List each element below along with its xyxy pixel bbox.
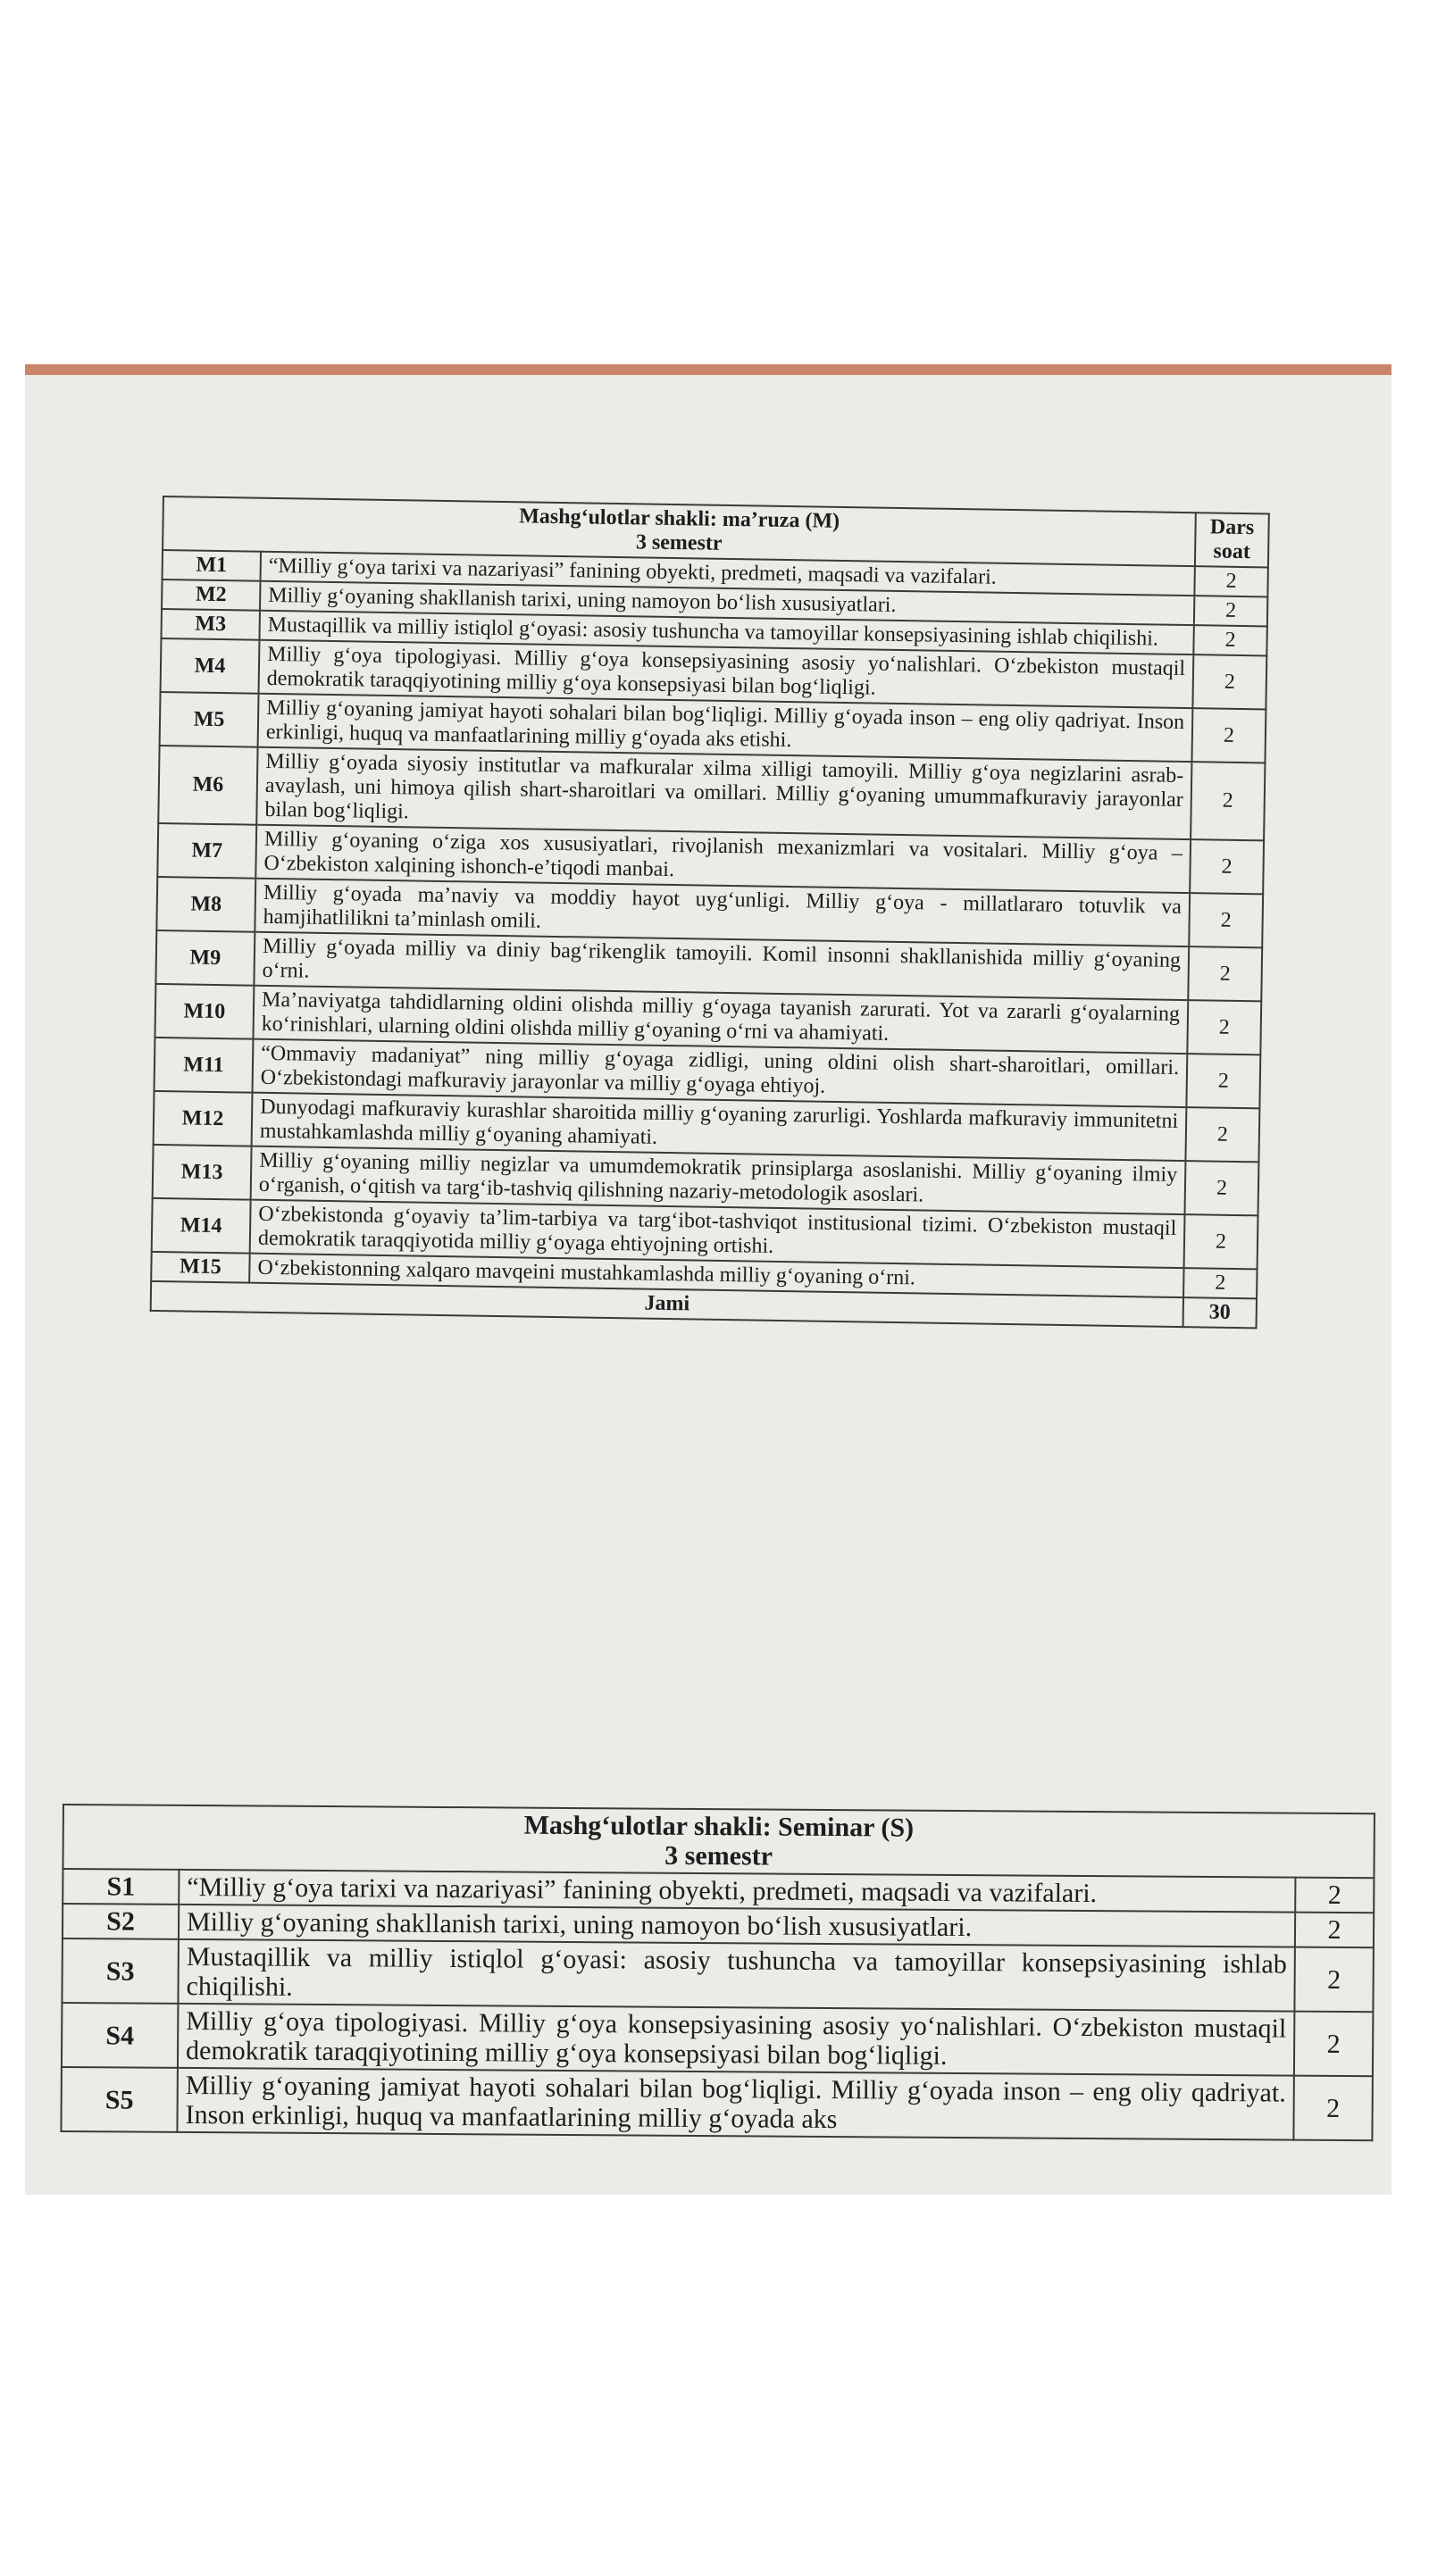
topic-text: Milliy g‘oyaning shakllanish tarixi, uning namoyon bo‘lish xususiyatlari. (179, 1905, 1295, 1947)
topic-code: M7 (157, 823, 256, 879)
topic-text: Mustaqillik va milliy istiqlol g‘oyasi: asosiy tushuncha va tamoyillar konsepsiyasining ishlab chiqilishi. (259, 611, 1193, 654)
topic-code: M13 (153, 1145, 252, 1200)
topic-hours: 2 (1295, 1913, 1374, 1948)
topic-code: S5 (61, 2067, 177, 2132)
topic-text: “Milliy g‘oya tarixi va nazariyasi” fanining obyekti, predmeti, maqsadi va vazifalari. (179, 1870, 1295, 1913)
topic-code: M15 (151, 1252, 250, 1283)
topic-hours: 2 (1192, 654, 1266, 709)
topic-text: “Milliy g‘oya tarixi va nazariyasi” fanining obyekti, predmeti, maqsadi va vazifalari. (261, 552, 1195, 596)
topic-hours: 2 (1187, 1000, 1261, 1055)
topic-text: Milliy g‘oyaning shakllanish tarixi, uning namoyon bo‘lish xususiyatlari. (260, 581, 1194, 625)
topic-text: Milliy g‘oya tipologiyasi. Milliy g‘oya konsepsiyasining asosiy yo‘nalishlari. O‘zbekiston mustaqil demokratik taraqqiyotining milliy g‘oya konsepsiyasi bilan bog‘liqligi. (259, 640, 1194, 708)
topic-hours: 2 (1190, 839, 1264, 894)
hours-header: Dars soat (1195, 513, 1269, 567)
topic-hours: 2 (1183, 1268, 1258, 1298)
topic-code: M10 (155, 984, 254, 1039)
topic-hours: 2 (1185, 1107, 1259, 1162)
topic-hours: 2 (1193, 625, 1267, 655)
lecture-title: Mashg‘ulotlar shakli: ma’ruza (M) (519, 504, 840, 533)
total-hours: 30 (1183, 1297, 1258, 1328)
topic-hours: 2 (1295, 1878, 1374, 1913)
table-row (62, 1938, 1373, 2012)
seminar-title-cell (63, 1805, 1374, 1878)
topic-hours: 2 (1188, 946, 1262, 1001)
topic-text: O‘zbekistonda g‘oyaviy ta’lim-tarbiya va targ‘ibot-tashviqot institusional tizimi. O‘zbekiston mustaqil demokratik taraqqiyotida milliy g‘oyaga ehtiyojning ortishi. (250, 1200, 1185, 1268)
topic-hours: 2 (1189, 893, 1263, 947)
topic-code: M9 (155, 930, 255, 986)
seminar-title: Mashg‘ulotlar shakli: Seminar (S) (523, 1810, 915, 1843)
topic-code: M5 (160, 692, 259, 747)
topic-text: Milliy g‘oyada milliy va diniy bag‘rikenglik tamoyili. Komil insonni shakllanishida milliy g‘oyaning o‘rni. (254, 932, 1189, 1000)
topic-hours: 2 (1194, 566, 1268, 596)
topic-code: M4 (161, 638, 260, 694)
table-row (61, 2067, 1372, 2140)
topic-text: Milliy g‘oyada siyosiy institutlar va mafkuralar xilma xilligi tamoyili. Milliy g‘oya negizlarini asrab-avaylash, uni himoya qilish shart-sharoitlari va omillari. Milliy g‘oyaning umummafkuraviy jarayonlar bilan bog‘liqligi. (256, 747, 1191, 839)
total-label: Jami (151, 1281, 1183, 1327)
topic-text: Milliy g‘oyada ma’naviy va moddiy hayot uyg‘unligi. Milliy g‘oya - millatlararo totuvlik va hamjihatlilikni ta’minlash omili. (255, 879, 1190, 946)
topic-text: Milliy g‘oyaning jamiyat hayoti sohalari bilan bog‘liqligi. Milliy g‘oyada inson – eng oliy qadriyat. Inson erkinligi, huquq va manfaatlarining milliy g‘oyada aks etishi. (258, 694, 1193, 762)
topic-hours: 2 (1191, 708, 1266, 763)
topic-code: M6 (158, 746, 257, 825)
topic-text: Dunyodagi mafkuraviy kurashlar sharoitida milliy g‘oyaning zarurligi. Yoshlarda mafkuraviy immunitetni mustahkamlashda milliy g‘oyaning ahamiyati. (252, 1093, 1187, 1161)
topic-code: S3 (62, 1938, 178, 2004)
topic-text: “Ommaviy madaniyat” ning milliy g‘oyaga zidligi, uning oldini olish shart-sharoitlari, omillari. O‘zbekistondagi mafkuraviy jarayonlar va milliy g‘oyaga ehtiyoj. (253, 1039, 1188, 1107)
topic-text: Milliy g‘oyaning jamiyat hayoti sohalari bilan bog‘liqligi. Milliy g‘oyada inson – eng oliy qadriyat. Inson erkinligi, huquq va manfaatlarining milliy g‘oyada aks (177, 2068, 1293, 2140)
topic-code: M8 (156, 877, 255, 932)
topic-text: Mustaqillik va milliy istiqlol g‘oyasi: asosiy tushuncha va tamoyillar konsepsiyasining ishlab chiqilishi. (178, 1939, 1294, 2012)
seminar-header-row (63, 1805, 1374, 1878)
table-row (62, 2003, 1373, 2076)
topic-hours: 2 (1191, 762, 1265, 840)
topic-hours: 2 (1293, 2076, 1373, 2141)
topic-text: O‘zbekistonning xalqaro mavqeini mustahkamlashda milliy g‘oyaning o‘rni. (249, 1254, 1183, 1297)
topic-code: M1 (163, 550, 262, 581)
topic-code: M11 (155, 1038, 254, 1093)
topic-hours: 2 (1184, 1214, 1258, 1269)
topic-code: M2 (162, 579, 261, 611)
topic-text: Milliy g‘oya tipologiyasi. Milliy g‘oya konsepsiyasining asosiy yo‘nalishlari. O‘zbekiston mustaqil demokratik taraqqiyotining milliy g‘oya konsepsiyasi bilan bog‘liqligi. (178, 2004, 1294, 2076)
lecture-semester: 3 semestr (635, 530, 723, 555)
seminar-semester: 3 semestr (664, 1840, 773, 1872)
topic-code: M3 (161, 609, 260, 640)
seminar-table (60, 1804, 1375, 2141)
topic-text: Milliy g‘oyaning milliy negizlar va umumdemokratik prinsiplarga asoslanishi. Milliy g‘oyaning ilmiy o‘rganish, o‘qitish va targ‘ib-tashviq qilishning nazariy-metodologik asoslari. (251, 1146, 1186, 1214)
topic-code: S4 (62, 2003, 178, 2068)
topic-hours: 2 (1186, 1054, 1260, 1108)
topic-hours: 2 (1194, 596, 1268, 626)
topic-code: S2 (63, 1904, 179, 1939)
topic-code: M12 (154, 1091, 253, 1146)
topic-code: M14 (152, 1198, 251, 1254)
topic-hours: 2 (1294, 1947, 1374, 2013)
topic-text: Ma’naviyatga tahdidlarning oldini olishda milliy g‘oyaga tayanish zarurati. Yot va zararli g‘oyalarning ko‘rinishlari, ularning oldini olishda milliy g‘oyaning o‘rni va ahamiyati. (253, 986, 1188, 1054)
lecture-table (150, 496, 1270, 1329)
topic-hours: 2 (1184, 1161, 1258, 1215)
topic-code: S1 (63, 1869, 179, 1905)
topic-hours: 2 (1294, 2012, 1374, 2077)
topic-text: Milliy g‘oyaning o‘ziga xos xususiyatlari, rivojlanish mexanizmlari va vositalari. Milliy g‘oya – O‘zbekiston xalqining ishonch-e’tiqodi manbai. (255, 825, 1191, 893)
